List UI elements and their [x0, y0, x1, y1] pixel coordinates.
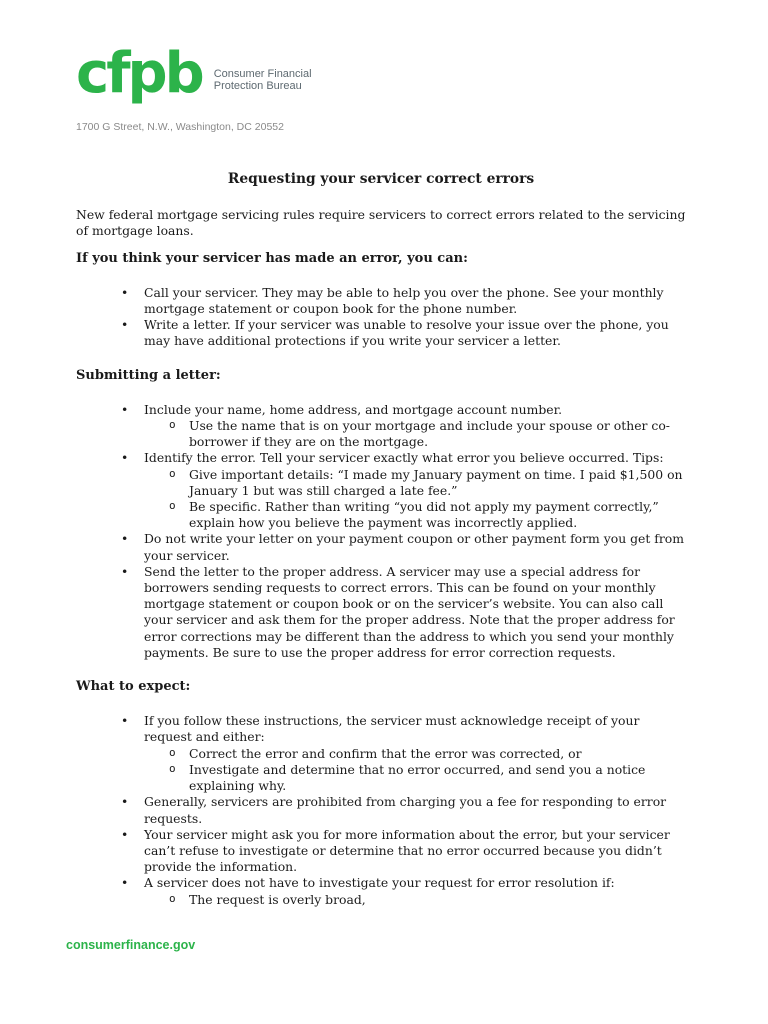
- org-address: 1700 G Street, N.W., Washington, DC 20552: [76, 121, 284, 133]
- list-item: [76, 402, 686, 451]
- list-item-text: A servicer does not have to investigate your request for error resolution if:: [144, 875, 615, 891]
- bullet-list: [76, 402, 686, 661]
- list-item: [76, 713, 686, 794]
- list-item: [76, 827, 686, 876]
- sub-list-item: o Use the name that is on your mortgage and include your spouse or other co-borrower if they are on the mortgage.: [144, 418, 686, 450]
- cfpb-logo: [76, 41, 314, 106]
- list-item: [76, 317, 686, 349]
- list-item: [76, 875, 686, 907]
- section-heading: Submitting a letter:: [76, 367, 221, 383]
- logo-wordmark: cfpb: [76, 41, 202, 106]
- list-item: [76, 285, 686, 317]
- list-item-text: Send the letter to the proper address. A servicer may use a special address for borrowers sending requests to correct errors. This can be found on your monthly mortgage statement or coupon book or on the servicer’s website. You can also call your servicer and ask them for the proper address. Note that the proper address for error corrections may be different than the address to which you send your monthly payments. Be sure to use the proper address for error correction requests.: [144, 563, 675, 660]
- bullet-list: [76, 285, 686, 350]
- sub-list-item: o Give important details: “I made my January payment on time. I paid $1,500 on January 1 but was still charged a late fee.”: [144, 467, 686, 499]
- section-heading: If you think your servicer has made an error, you can:: [76, 250, 468, 266]
- list-item-text: Generally, servicers are prohibited from charging you a fee for responding to error requests.: [144, 794, 667, 826]
- list-item: [76, 794, 686, 826]
- list-item-text: If you follow these instructions, the servicer must acknowledge receipt of your request and either:: [144, 713, 640, 745]
- list-item-text: Identify the error. Tell your servicer exactly what error you believe occurred. Tips:: [144, 450, 664, 466]
- intro-paragraph: New federal mortgage servicing rules require servicers to correct errors related to the servicing of mortgage loans.: [76, 207, 686, 239]
- sub-list-item: o Correct the error and confirm that the error was corrected, or: [144, 746, 686, 762]
- org-name-line1: Consumer Financial: [213, 68, 312, 80]
- sub-list-item: o Investigate and determine that no error occurred, and send you a notice explaining why.: [144, 762, 686, 794]
- list-item-text: Call your servicer. They may be able to help you over the phone. See your monthly mortgage statement or coupon book for the phone number.: [144, 284, 664, 317]
- list-item: [76, 564, 686, 661]
- org-name: [214, 68, 314, 92]
- footer-website: consumerfinance.gov: [66, 938, 196, 952]
- section-heading: What to expect:: [76, 679, 191, 695]
- document-body: [76, 171, 686, 926]
- document-sections: [76, 251, 686, 908]
- sub-list: [144, 467, 686, 532]
- sub-list-item: o The request is overly broad,: [144, 892, 686, 908]
- org-name-line2: Protection Bureau: [213, 80, 302, 92]
- list-item-text: Write a letter. If your servicer was unable to resolve your issue over the phone, you may have additional protections if you write your servicer a letter.: [144, 317, 669, 349]
- list-item-text: Include your name, home address, and mortgage account number.: [144, 401, 563, 417]
- list-item: [76, 450, 686, 531]
- list-item-text: Do not write your letter on your payment coupon or other payment form you get from your servicer.: [144, 531, 685, 563]
- document-title: Requesting your servicer correct errors: [227, 171, 535, 187]
- list-item-text: Your servicer might ask you for more information about the error, but your servicer can’t refuse to investigate or determine that no error occurred because you didn’t provide the information.: [144, 826, 670, 875]
- bullet-list: [76, 713, 686, 907]
- list-item: [76, 531, 686, 563]
- sub-list: [144, 418, 686, 450]
- sub-list: [144, 892, 686, 908]
- sub-list: [144, 746, 686, 795]
- sub-list-item: o Be specific. Rather than writing “you did not apply my payment correctly,” explain how you believe the payment was incorrectly applied.: [144, 499, 686, 531]
